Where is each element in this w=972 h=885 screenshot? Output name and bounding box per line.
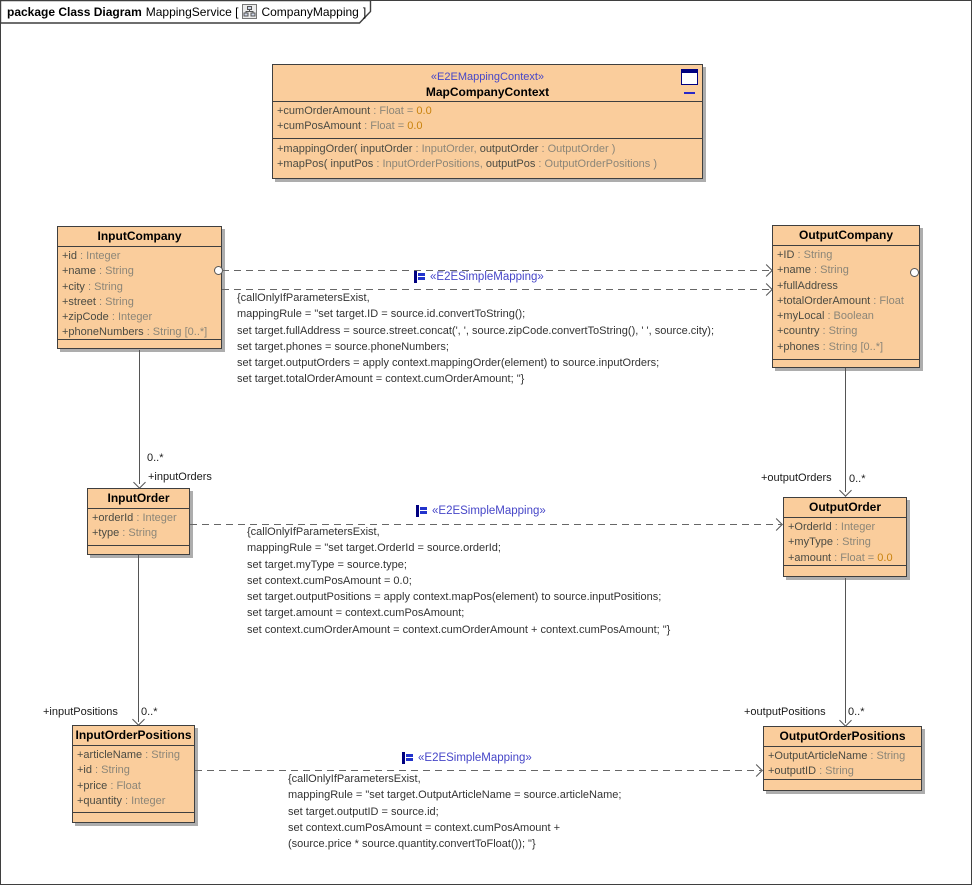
attribute-row[interactable]: +phones : String [0..*] — [777, 340, 884, 353]
empty-compartment — [784, 565, 906, 576]
attribute-row[interactable]: +cumOrderAmount : Float = 0.0 — [277, 105, 432, 117]
class-output-company[interactable] — [772, 225, 920, 368]
attribute-row[interactable]: +quantity : Integer — [77, 794, 166, 807]
class-name: MapCompanyContext — [425, 85, 550, 99]
attribute-row[interactable]: +totalOrderAmount : Float — [777, 294, 904, 307]
role-label[interactable]: +outputOrders — [761, 472, 832, 484]
open-arrowhead-icon — [839, 484, 852, 497]
multiplicity-label[interactable]: 0..* — [848, 706, 865, 718]
open-arrowhead-icon — [760, 283, 773, 296]
simple-mapping-icon — [416, 505, 427, 517]
association-output-positions[interactable] — [845, 578, 846, 723]
attribute-row[interactable]: +fullAddress — [777, 279, 838, 292]
empty-compartment — [88, 545, 189, 554]
class-input-order[interactable] — [87, 488, 190, 555]
attribute-row[interactable]: +name : String — [62, 265, 134, 278]
attributes-compartment — [784, 517, 906, 565]
attributes-compartment — [58, 246, 221, 339]
association-input-orders[interactable] — [139, 350, 140, 484]
mapping-rule-annotation[interactable]: {callOnlyIfParametersExist, mappingRule = "set target.ID = source.id.convertToString(); set target.fullAddress = source.street.concat(', ', source.zipCode.convertToString(), ' ', source.city); set target.phones = source.phoneNumbers; set target.outputOrders = apply context.mappingOrder(element) to source.inputOrders; set target.totalOrderAmount = context.cumOrderAmount; "} — [237, 292, 715, 386]
class-name: InputCompany — [97, 229, 182, 243]
attributes-compartment — [88, 508, 189, 545]
empty-compartment — [764, 779, 921, 790]
attribute-row[interactable]: +type : String — [92, 527, 158, 540]
attribute-row[interactable]: +amount : Float = 0.0 — [788, 551, 893, 564]
simple-mapping-icon — [414, 271, 425, 283]
attribute-row[interactable]: +price : Float — [77, 779, 141, 792]
empty-compartment — [58, 339, 221, 348]
association-output-orders[interactable] — [845, 368, 846, 492]
open-arrowhead-icon — [760, 264, 773, 277]
attribute-row[interactable]: +city : String — [62, 280, 123, 293]
role-label[interactable]: +outputPositions — [744, 706, 826, 718]
attribute-row[interactable]: +cumPosAmount : Float = 0.0 — [277, 120, 423, 133]
operations-compartment — [273, 138, 702, 178]
attribute-row[interactable]: +ID : String — [777, 249, 833, 261]
attribute-row[interactable]: +OrderId : Integer — [788, 521, 876, 533]
attribute-row[interactable]: +zipCode : Integer — [62, 311, 153, 324]
class-output-order[interactable] — [783, 497, 907, 577]
mapping-context-icon — [681, 69, 698, 85]
mapping-rule-annotation[interactable]: {callOnlyIfParametersExist, mappingRule = "set target.OrderId = source.orderId; set target.myType = source.type; set context.cumPosAmount = 0.0; set target.outputPositions = apply context.mapPos(element) to source.inputPositions; set target.amount = context.cumPosAmount; set context.cumOrderAmount = context.cumOrderAmount + context.cumPosAmount; "} — [247, 526, 671, 636]
attributes-compartment — [764, 746, 921, 779]
attribute-row[interactable]: +phoneNumbers : String [0..*] — [62, 326, 208, 339]
attribute-row[interactable]: +myLocal : Boolean — [777, 310, 874, 323]
attribute-row[interactable]: +name : String — [777, 264, 849, 277]
class-name: OutputCompany — [799, 228, 893, 242]
simple-mapping-icon — [402, 752, 413, 764]
empty-compartment — [73, 812, 194, 822]
diagram-context-label: MappingService [ — [145, 4, 239, 19]
class-name: OutputOrder — [809, 500, 881, 514]
diagram-close-bracket: ] — [362, 4, 367, 19]
attribute-row[interactable]: +outputID : String — [768, 765, 854, 778]
role-label[interactable]: +inputOrders — [148, 471, 212, 483]
attribute-row[interactable]: +id : String — [77, 764, 130, 777]
class-map-company-context[interactable] — [272, 64, 703, 179]
diagram-name-label: CompanyMapping — [261, 4, 359, 19]
role-label[interactable]: +inputPositions — [43, 706, 118, 718]
attributes-compartment — [773, 245, 919, 359]
mapping-stereotype-label[interactable]: «E2ESimpleMapping» — [416, 505, 546, 517]
multiplicity-label[interactable]: 0..* — [147, 452, 164, 464]
attribute-row[interactable]: +articleName : String — [77, 749, 181, 761]
mapping-stereotype-label[interactable]: «E2ESimpleMapping» — [402, 752, 532, 764]
class-input-order-positions[interactable] — [72, 725, 195, 823]
diagram-tab — [7, 4, 366, 19]
diagram-kind-label: package Class Diagram — [7, 4, 142, 19]
attributes-compartment — [73, 745, 194, 812]
open-arrowhead-icon — [133, 476, 146, 489]
attributes-compartment — [273, 101, 702, 138]
multiplicity-label[interactable]: 0..* — [849, 473, 866, 485]
open-arrowhead-icon — [750, 764, 763, 777]
class-name: InputOrderPositions — [75, 728, 192, 742]
attribute-row[interactable]: +orderId : Integer — [92, 512, 177, 524]
mapping-stereotype-label[interactable]: «E2ESimpleMapping» — [414, 271, 544, 283]
empty-compartment — [773, 359, 919, 367]
open-arrowhead-icon — [770, 518, 783, 531]
attribute-row[interactable]: +OutputArticleName : String — [768, 750, 906, 762]
operation-row[interactable]: +mappingOrder( inputOrder : InputOrder, outputOrder : OutputOrder ) — [277, 143, 616, 155]
operation-row[interactable]: +mapPos( inputPos : InputOrderPositions, outputPos : OutputOrderPositions ) — [277, 158, 658, 171]
class-name: InputOrder — [107, 491, 170, 505]
class-name: OutputOrderPositions — [779, 729, 906, 743]
attribute-row[interactable]: +id : Integer — [62, 250, 121, 262]
class-diagram-icon — [242, 4, 257, 19]
stereotype-label: «E2EMappingContext» — [430, 71, 545, 83]
class-input-company[interactable] — [57, 226, 222, 349]
attribute-row[interactable]: +country : String — [777, 325, 858, 338]
class-output-order-positions[interactable] — [763, 726, 922, 791]
association-input-positions[interactable] — [138, 555, 139, 722]
attribute-row[interactable]: +street : String — [62, 295, 134, 308]
mapping-rule-annotation[interactable]: {callOnlyIfParametersExist, mappingRule = "set target.OutputArticleName = source.articleName; set target.outputID = source.id; set context.cumPosAmount = context.cumPosAmount + (source.price * source.quantity.convertToFloat()); "} — [288, 773, 622, 851]
anchor-circle — [910, 268, 919, 277]
attribute-row[interactable]: +myType : String — [788, 536, 871, 549]
multiplicity-label[interactable]: 0..* — [141, 706, 158, 718]
